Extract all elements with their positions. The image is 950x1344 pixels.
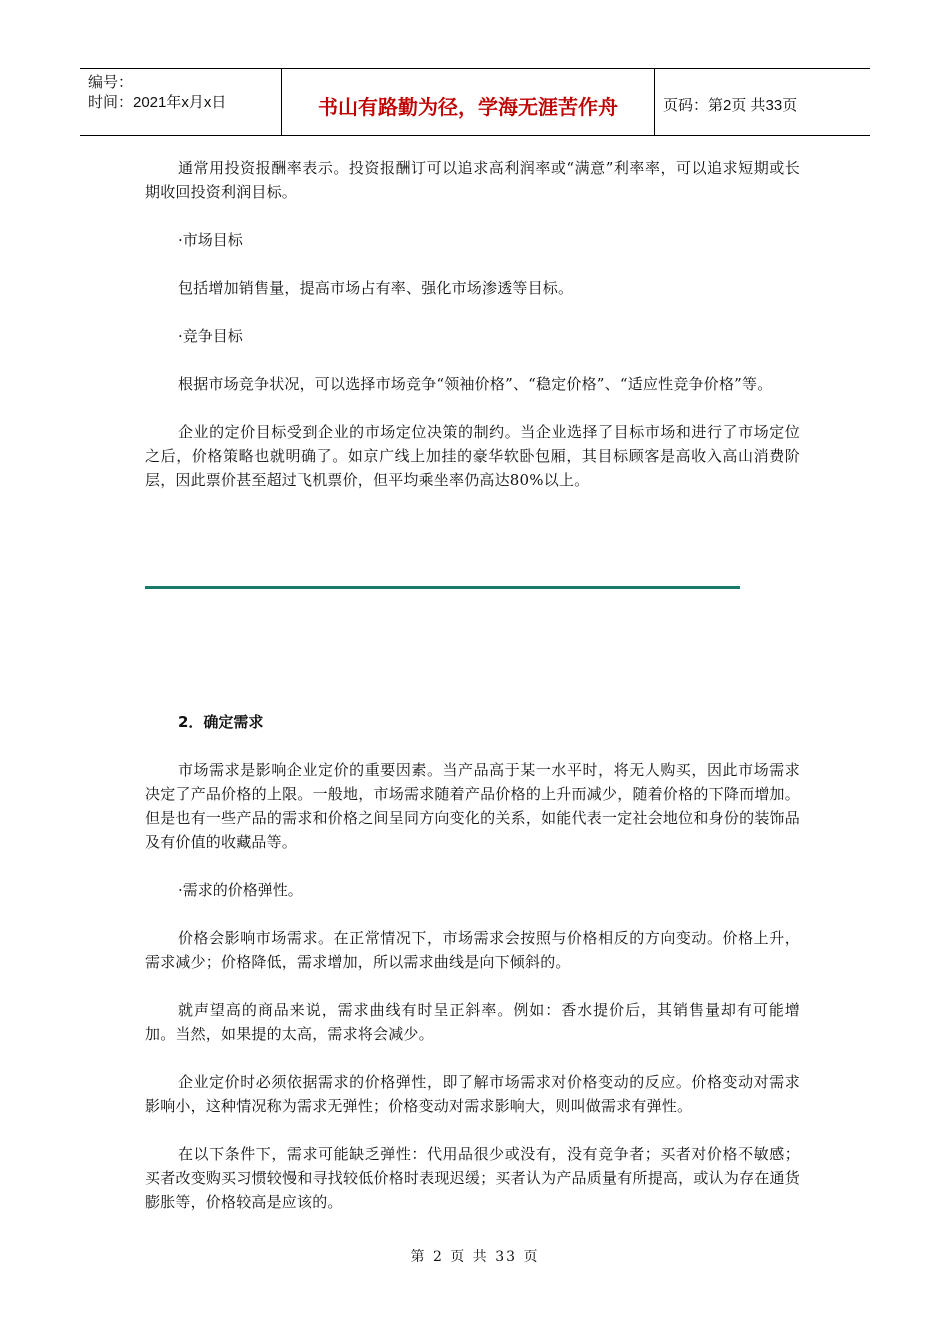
divider-line — [145, 586, 740, 589]
bullet-heading: ·市场目标 — [178, 231, 243, 249]
header-motto: 书山有路勤为径，学海无涯苦作舟 — [281, 69, 655, 135]
bullet-heading: ·需求的价格弹性。 — [178, 881, 303, 899]
section-1-body — [145, 156, 800, 516]
header-meta — [80, 69, 281, 135]
section-2-body — [145, 710, 800, 1238]
page-header — [80, 68, 870, 136]
paragraph: 在以下条件下，需求可能缺乏弹性：代用品很少或没有，没有竞争者；买者对价格不敏感；买者改变购买习惯较慢和寻找较低价格时表现迟缓；买者认为产品质量有所提高，或认为存在通货膨胀等，价格较高是应该的。 — [145, 1145, 800, 1211]
paragraph: 企业的定价目标受到企业的市场定位决策的制约。当企业选择了目标市场和进行了市场定位之后，价格策略也就明确了。如京广线上加挂的豪华软卧包厢，其目标顾客是高收入高山消费阶层，因此票价甚至超过飞机票价，但平均乘坐率仍高达80%以上。 — [145, 423, 800, 489]
paragraph: 就声望高的商品来说，需求曲线有时呈正斜率。例如：香水提价后，其销售量却有可能增加。当然，如果提的太高，需求将会减少。 — [145, 1001, 800, 1043]
header-page-info: 页码：第2页 共33页 — [663, 96, 798, 114]
paragraph: 价格会影响市场需求。在正常情况下，市场需求会按照与价格相反的方向变动。价格上升，需求减少；价格降低，需求增加，所以需求曲线是向下倾斜的。 — [145, 929, 800, 971]
section-title: 2．确定需求 — [178, 713, 264, 731]
paragraph: 通常用投资报酬率表示。投资报酬订可以追求高利润率或“满意”利率率，可以追求短期或长期收回投资利润目标。 — [145, 159, 800, 201]
bullet-heading: ·竞争目标 — [178, 327, 243, 345]
number-label: 编号： — [88, 74, 134, 91]
page-footer: 第 2 页 共 33 页 — [410, 1249, 540, 1265]
paragraph: 根据市场竞争状况，可以选择市场竞争“领袖价格”、“稳定价格”、“适应性竞争价格”等。 — [178, 375, 773, 393]
time-label: 时间：2021年x月x日 — [88, 94, 227, 111]
paragraph: 包括增加销售量，提高市场占有率、强化市场渗透等目标。 — [178, 279, 574, 297]
paragraph: 企业定价时必须依据需求的价格弹性，即了解市场需求对价格变动的反应。价格变动对需求影响小，这种情况称为需求无弹性；价格变动对需求影响大，则叫做需求有弹性。 — [145, 1073, 800, 1115]
paragraph: 市场需求是影响企业定价的重要因素。当产品高于某一水平时，将无人购买，因此市场需求决定了产品价格的上限。一般地，市场需求随着产品价格的上升而减少，随着价格的下降而增加。但是也有一些产品的需求和价格之间呈同方向变化的关系，如能代表一定社会地位和身份的装饰品及有价值的收藏品等。 — [145, 761, 800, 851]
